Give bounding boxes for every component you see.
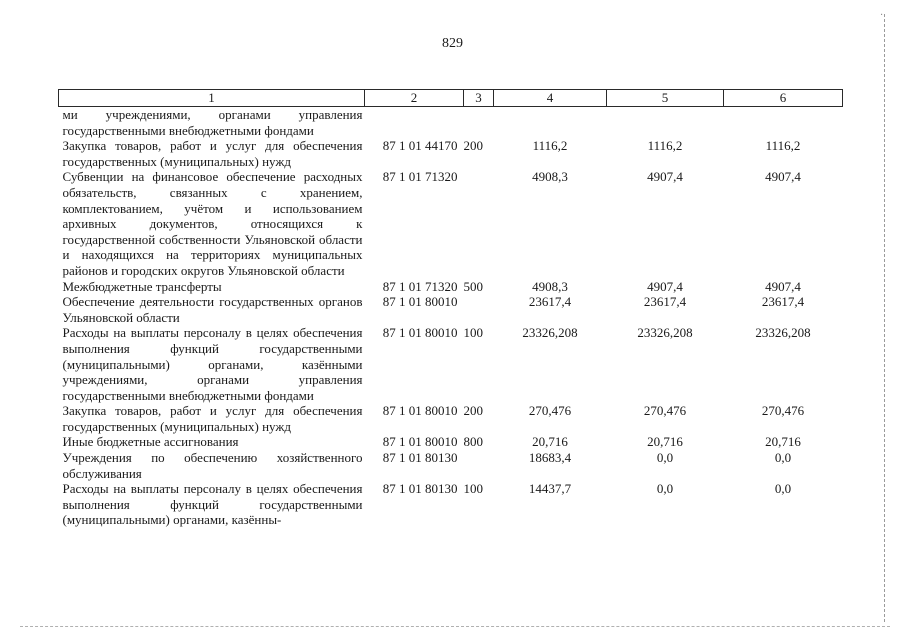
row-type: [464, 169, 494, 278]
row-value-1: 23617,4: [528, 294, 572, 310]
row-name: Субвенции на финансовое обеспечение расходных обязательств, связанных с хранением, комплектованием, учётом и использованием архивных документов, относящихся к государственной собственности Ульяновской области и находящихся на территориях муниципальных районов и городских округов Ульяновской области: [62, 169, 363, 278]
row-value-2: 270,476: [643, 403, 687, 419]
row-name: Межбюджетные трансферты: [62, 278, 222, 294]
row-type: 100: [463, 481, 483, 497]
row-value-1: 270,476: [528, 403, 572, 419]
table-row: [59, 434, 843, 450]
row-value-3: 0,0: [774, 450, 792, 466]
row-type: 200: [463, 138, 483, 154]
table-row: [59, 169, 843, 278]
header-col-3: 3: [464, 90, 494, 107]
table-row: [59, 138, 843, 169]
row-code: 87 1 01 71320: [382, 169, 458, 185]
header-col-2: 2: [365, 90, 464, 107]
table-row: [59, 481, 843, 528]
row-type: 500: [463, 278, 483, 294]
row-type: [464, 450, 494, 481]
row-type: 800: [463, 434, 483, 450]
row-code: 87 1 01 80130: [382, 481, 458, 497]
row-name: ми учреждениями, органами управления государственными внебюджетными фондами: [62, 107, 363, 138]
header-col-4: 4: [494, 90, 607, 107]
row-name: Закупка товаров, работ и услуг для обеспечения государственных (муниципальных) нужд: [62, 403, 363, 434]
row-name: Учреждения по обеспечению хозяйственного обслуживания: [62, 450, 363, 481]
row-value-2: 0,0: [656, 481, 674, 497]
row-type: [464, 107, 494, 139]
budget-table: [58, 89, 843, 528]
row-value-2: 4907,4: [647, 169, 683, 185]
row-value-1: 20,716: [532, 434, 568, 450]
row-type: 200: [463, 403, 483, 419]
row-value-2: 23617,4: [643, 294, 687, 310]
table-row: [59, 450, 843, 481]
row-value-3: 270,476: [761, 403, 805, 419]
row-value-3: 23617,4: [761, 294, 805, 310]
table-row: [59, 294, 843, 325]
page-number: 829: [442, 36, 463, 51]
row-value-2: 0,0: [656, 450, 674, 466]
header-col-5: 5: [607, 90, 724, 107]
row-value-3: 20,716: [765, 434, 801, 450]
row-value-2: 20,716: [647, 434, 683, 450]
page-edge-right: [884, 14, 885, 622]
table-row: [59, 107, 843, 139]
row-code: 87 1 01 80010: [382, 434, 458, 450]
row-value-1: 14437,7: [528, 481, 572, 497]
table-row: [59, 325, 843, 403]
row-value-3: 0,0: [774, 481, 792, 497]
row-value-3: [724, 107, 843, 139]
row-name: Расходы на выплаты персоналу в целях обеспечения выполнения функций государственными (муниципальными) органами, казённы-: [62, 481, 363, 528]
row-code: 87 1 01 80130: [382, 450, 458, 466]
row-value-3: 4907,4: [765, 278, 801, 294]
row-value-1: 1116,2: [532, 138, 568, 154]
row-name: Закупка товаров, работ и услуг для обеспечения государственных (муниципальных) нужд: [62, 138, 363, 169]
table-row: [59, 279, 843, 295]
row-code: 87 1 01 44170: [382, 138, 458, 154]
page-edge-bottom: [20, 626, 890, 627]
row-code: [365, 107, 464, 139]
row-value-1: [494, 107, 607, 139]
row-code: 87 1 01 80010: [382, 325, 458, 341]
row-value-3: 1116,2: [765, 138, 801, 154]
header-col-6: 6: [724, 90, 843, 107]
row-type: [464, 294, 494, 325]
row-value-1: 18683,4: [528, 450, 572, 466]
row-value-1: 4908,3: [532, 169, 568, 185]
row-value-1: 4908,3: [532, 278, 568, 294]
table-row: [59, 403, 843, 434]
row-code: 87 1 01 80010: [382, 403, 458, 419]
row-value-2: 1116,2: [647, 138, 683, 154]
row-name: Расходы на выплаты персоналу в целях обеспечения выполнения функций государственными (муниципальными) органами, казёнными учреждениями, органами управления государственными внебюджетными фондами: [62, 325, 363, 403]
row-value-2: [607, 107, 724, 139]
row-value-2: 4907,4: [647, 278, 683, 294]
row-code: 87 1 01 71320: [382, 278, 458, 294]
row-value-1: 23326,208: [522, 325, 578, 341]
row-value-2: 23326,208: [637, 325, 693, 341]
row-name: Иные бюджетные ассигнования: [62, 434, 239, 450]
row-name: Обеспечение деятельности государственных органов Ульяновской области: [62, 294, 363, 325]
row-value-3: 23326,208: [755, 325, 811, 341]
row-value-3: 4907,4: [765, 169, 801, 185]
header-col-1: 1: [59, 90, 365, 107]
header-row: [59, 90, 843, 107]
row-type: 100: [463, 325, 483, 341]
row-code: 87 1 01 80010: [382, 294, 458, 310]
corner-mark: ·: [880, 10, 884, 21]
